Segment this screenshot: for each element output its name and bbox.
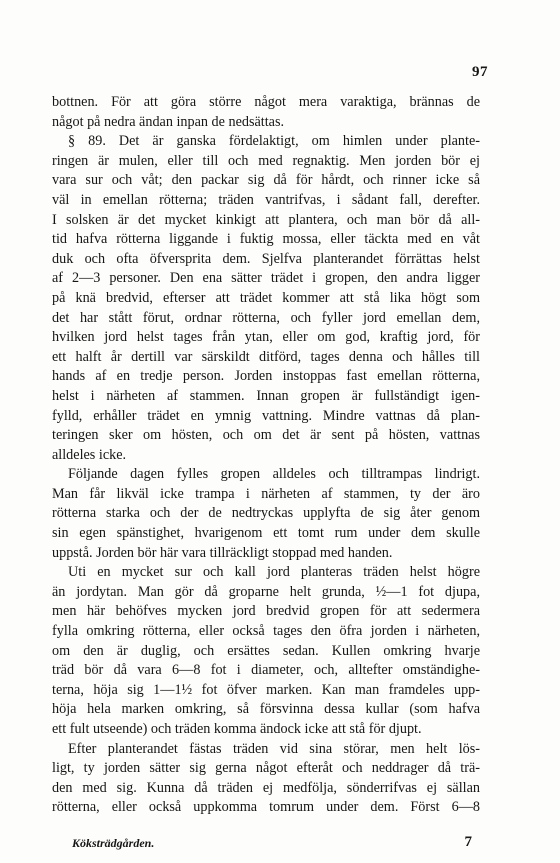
text-line: fylla omkring rötterna, eller också tages den öfra jorden i närheten,: [52, 623, 480, 640]
text-line: sin egen spänstighet, hvarigenom ett tomt rum under dem skulle: [52, 525, 480, 542]
text-line: Uti en mycket sur och kall jord planteras träden helst högre: [68, 564, 480, 581]
text-line: om den är duglig, och ersättes sedan. Kullen omkring hvarje: [52, 642, 480, 659]
text-line: träd bör då vara 6—8 fot i diameter, och, alltefter omständighe-: [52, 662, 480, 679]
text-line: vara sur och våt; den packar sig då för hårdt, och rinner icke så: [52, 172, 480, 189]
text-line: rötterna starka och der de nedtryckas upplyfta de sig åter genom: [52, 505, 480, 522]
text-line: teringen sker om hösten, och om det är sent på hösten, vattnas: [52, 427, 480, 444]
text-line: bottnen. För att göra större något mera varaktiga, brännas de: [52, 94, 480, 110]
text-line: den med sig. Kunna då träden ej medfölja, sönderrifvas ej sällan: [52, 779, 480, 796]
text-line: väl in emellan rötterna; träden vantrifvas, i sådant fall, derefter.: [52, 191, 480, 208]
text-line: duk och ofta öfversprita dem. Sjelfva planterandet förrättas helst: [52, 250, 480, 267]
running-title: Köksträdgården.: [72, 836, 155, 850]
text-line: på knä bredvid, efterser att trädet kommer att stå lika högt som: [52, 289, 480, 306]
text-line: terna, höja sig 1—1½ fot öfver marken. Kan man framdeles upp-: [52, 681, 480, 698]
text-line: I solsken är det mycket kinkigt att plantera, och man bör då all-: [52, 211, 480, 228]
page-number: 97: [472, 64, 488, 80]
text-line: hands af en tredje person. Jorden instoppas fast emellan rötterna,: [52, 368, 480, 385]
text-line: helst i närheten af stammen. Innan gropen är fullständigt igen-: [52, 387, 480, 404]
text-line: uppstå. Jorden bör här vara tillräckligt stoppad med handen.: [52, 544, 393, 561]
text-line: ligt, ty jorden sätter sig gerna något efteråt och neddrager då trä-: [52, 760, 480, 777]
text-line: fylld, erhåller trädet en ymnig vattning. Mindre vattnas då plan-: [52, 407, 480, 424]
text-line: Efter planterandet fästas träden vid sina störar, men helt lös-: [68, 740, 480, 757]
text-line: hvilken jord helst tages från ytan, eller om god, kraftig jord, för: [52, 329, 480, 346]
text-line: men här behöfves mycken jord bredvid gropen för att sedermera: [52, 603, 480, 620]
text-line: ett halft år dertill var särskildt ditförd, tages denna och hålles till: [52, 348, 480, 365]
text-line: ett fult utseende) och träden komma ändock icke att stå för djupt.: [52, 721, 422, 737]
text-line: det har stått förut, ordnar rötterna, och fyller jord emellan dem,: [52, 309, 480, 326]
text-line: tid hafva rötterna liggande i fuktig mossa, eller täckta med en våt: [52, 231, 480, 248]
text-line: rötterna, eller också uppkomma tomrum under dem. Först 6—8: [52, 799, 480, 816]
text-line: höja hela marken omkring, så försvinna dessa kullar (som hafva: [52, 701, 480, 718]
text-line: Man får likväl icke trampa i närheten af stammen, ty der äro: [52, 485, 480, 502]
text-line: Följande dagen fylles gropen alldeles och tilltrampas lindrigt.: [68, 466, 480, 483]
text-line: än jordytan. Man gör då groparne helt grunda, ½—1 fot djupa,: [52, 583, 480, 600]
text-line: ringen är mulen, eller till och med regnaktig. Men jorden bör ej: [52, 152, 480, 169]
page-footer: [72, 836, 472, 854]
text-line: något på nedra ändan inpan de nedsättas.: [52, 113, 285, 130]
body-text: [52, 93, 480, 818]
text-line: alldeles icke.: [52, 446, 127, 463]
text-line: § 89. Det är ganska fördelaktigt, om himlen under plante-: [68, 133, 480, 150]
signature-mark: 7: [464, 834, 472, 850]
text-line: af 2—3 personer. Den ena sätter trädet i gropen, den andra ligger: [52, 270, 480, 287]
